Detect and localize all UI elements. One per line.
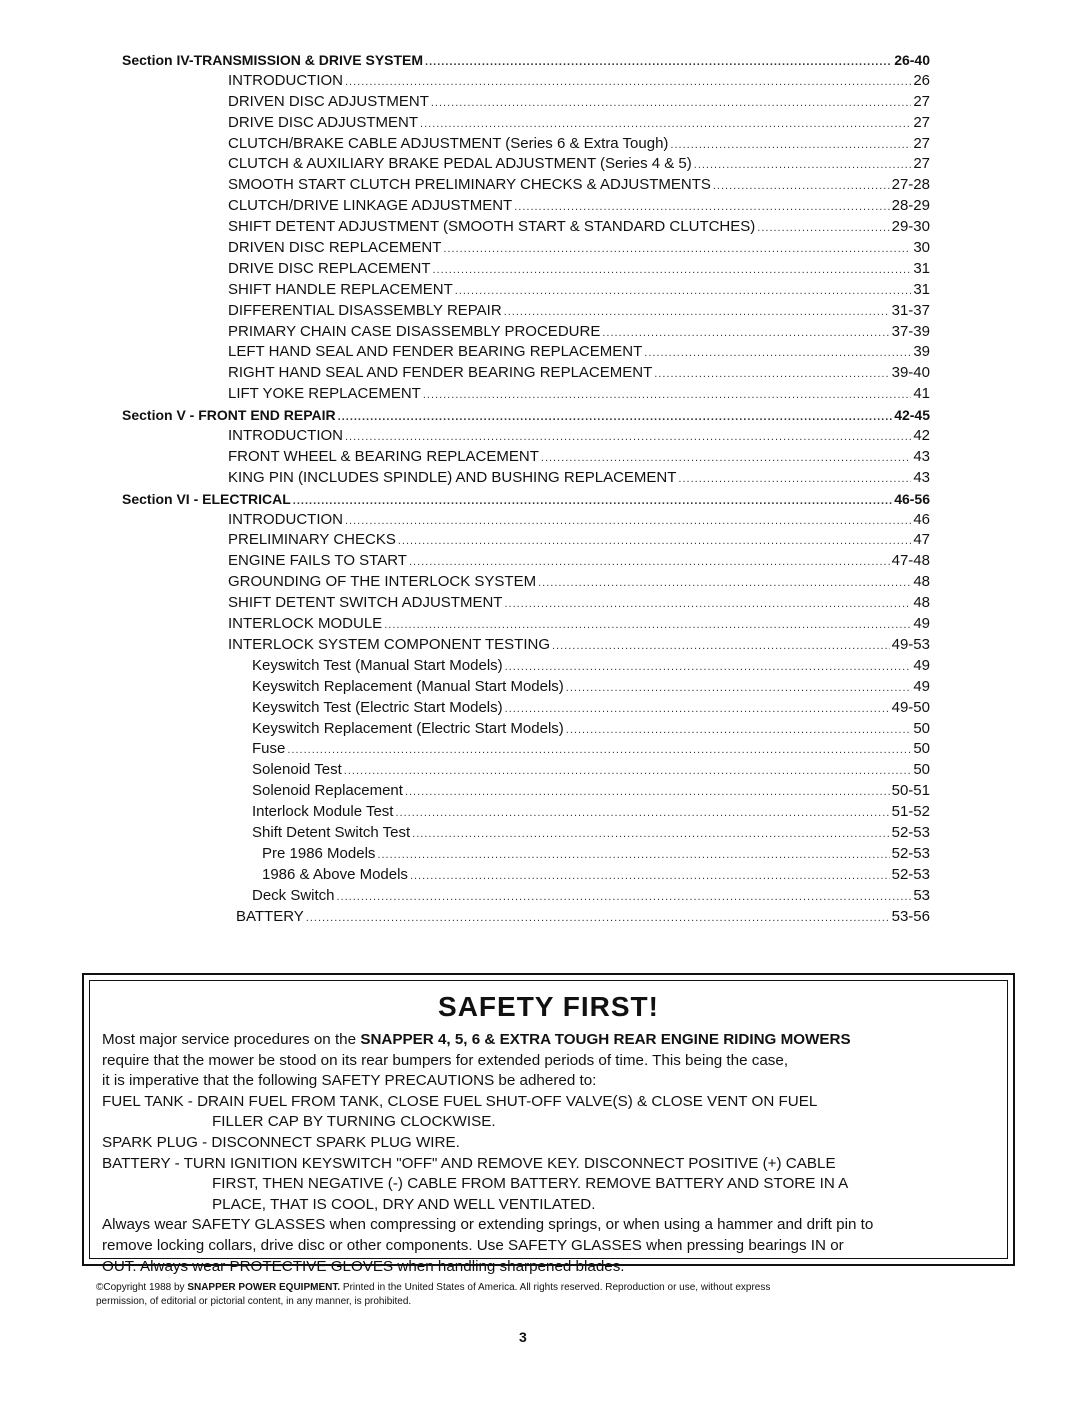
toc-page-number: 50	[913, 740, 930, 758]
toc-label-text: CLUTCH/DRIVE LINKAGE ADJUSTMENT	[228, 197, 513, 215]
toc-entry-row	[0, 719, 930, 740]
toc-label-text: INTERLOCK MODULE	[228, 615, 383, 633]
toc-label	[228, 217, 755, 238]
toc-label	[228, 384, 421, 405]
toc-label	[228, 196, 512, 217]
toc-leader-dots	[384, 615, 911, 636]
safety-battery-2: FIRST, THEN NEGATIVE (-) CABLE FROM BATTERY. REMOVE BATTERY AND STORE IN A	[212, 1175, 849, 1193]
toc-page-number: 50-51	[891, 782, 930, 800]
toc-section-prefix: Section VI -	[122, 490, 203, 507]
toc-page-number: 27	[913, 155, 930, 173]
toc-label	[262, 844, 375, 865]
toc-label-text: Keyswitch Replacement (Electric Start Models)	[252, 719, 564, 737]
toc-leader-dots	[410, 866, 890, 887]
toc-label-text: PRELIMINARY CHECKS	[228, 531, 396, 549]
toc-label-text: CLUTCH/BRAKE CABLE ADJUSTMENT (Series 6 & Extra Tough)	[228, 134, 669, 152]
toc-page-number: 30	[913, 239, 930, 257]
toc-page-number: 42	[913, 427, 930, 445]
safety-battery: BATTERY - TURN IGNITION KEYSWITCH "OFF" AND REMOVE KEY. DISCONNECT POSITIVE (+) CABLE	[102, 1154, 836, 1172]
toc-label-text: DIFFERENTIAL DISASSEMBLY REPAIR	[228, 301, 502, 319]
toc-leader-dots	[713, 176, 890, 197]
toc-leader-dots	[377, 845, 889, 866]
toc-page-number: 39	[913, 343, 930, 361]
toc-entry-row	[0, 259, 930, 280]
toc-label	[228, 447, 539, 468]
toc-label	[228, 551, 407, 572]
toc-leader-dots	[541, 448, 911, 469]
toc-section-row	[0, 405, 930, 426]
toc-label	[228, 426, 343, 447]
toc-label	[228, 363, 652, 384]
toc-label	[228, 322, 600, 343]
toc-leader-dots	[409, 552, 890, 573]
toc-leader-dots	[678, 469, 911, 490]
toc-leader-dots	[455, 281, 912, 302]
toc-label-text: Pre 1986 Models	[262, 844, 376, 862]
toc-leader-dots	[338, 407, 893, 428]
safety-intro-2: require that the mower be stood on its rear bumpers for extended periods of time. This being the case,	[102, 1051, 789, 1069]
toc-label-text: SMOOTH START CLUTCH PRELIMINARY CHECKS & ADJUSTMENTS	[228, 176, 711, 194]
toc-label-text: TRANSMISSION & DRIVE SYSTEM	[193, 52, 424, 68]
copyright-notice	[96, 1281, 996, 1309]
toc-page-number: 46-56	[894, 490, 930, 507]
toc-entry-row	[0, 907, 930, 928]
toc-entry-row	[0, 760, 930, 781]
toc-page-number: 50	[913, 761, 930, 779]
toc-page-number: 26	[913, 71, 930, 89]
toc-entry-row	[0, 447, 930, 468]
toc-entry-row	[0, 113, 930, 134]
toc-label-text: Shift Detent Switch Test	[252, 823, 411, 841]
toc-entry-row	[0, 510, 930, 531]
safety-intro-3: it is imperative that the following SAFETY PRECAUTIONS be adhered to:	[102, 1072, 597, 1090]
toc-page-number: 27	[913, 113, 930, 131]
toc-leader-dots	[538, 573, 911, 594]
toc-label-text: DRIVE DISC REPLACEMENT	[228, 259, 431, 277]
toc-entry-row	[0, 342, 930, 363]
safety-inner-border	[89, 980, 1008, 1275]
toc-entry-row	[0, 363, 930, 384]
toc-leader-dots	[552, 636, 890, 657]
toc-label-text: SHIFT DETENT SWITCH ADJUSTMENT	[228, 594, 503, 612]
toc-entry-row	[0, 886, 930, 907]
toc-label	[228, 92, 429, 113]
toc-label	[122, 50, 423, 71]
toc-page-number: 51-52	[891, 803, 930, 821]
toc-page-number: 27-28	[891, 176, 930, 194]
toc-leader-dots	[293, 491, 892, 512]
toc-leader-dots	[420, 114, 911, 135]
toc-label-text: RIGHT HAND SEAL AND FENDER BEARING REPLACEMENT	[228, 364, 653, 382]
toc-page-number: 49	[913, 677, 930, 695]
toc-label-text: Keyswitch Replacement (Manual Start Models)	[252, 677, 564, 695]
toc-leader-dots	[345, 72, 911, 93]
toc-page-number: 52-53	[891, 823, 930, 841]
toc-leader-dots	[504, 594, 911, 615]
toc-entry-row	[0, 656, 930, 677]
safety-glasses-3: OUT. Always wear PROTECTIVE GLOVES when handling sharpened blades.	[102, 1257, 625, 1275]
toc-page-number: 50	[913, 719, 930, 737]
toc-leader-dots	[405, 782, 890, 803]
toc-leader-dots	[504, 302, 890, 323]
toc-page-number: 31	[913, 280, 930, 298]
toc-label-text: Keyswitch Test (Electric Start Models)	[252, 698, 503, 716]
toc-label-text: INTRODUCTION	[228, 71, 343, 89]
toc-page-number: 53-56	[891, 907, 930, 925]
toc-leader-dots	[345, 511, 911, 532]
toc-page-number: 52-53	[891, 865, 930, 883]
toc-label-text: Keyswitch Test (Manual Start Models)	[252, 656, 503, 674]
toc-label	[122, 489, 291, 510]
toc-entry-row	[0, 530, 930, 551]
safety-text	[102, 1030, 1001, 1277]
toc-label-text: Interlock Module Test	[252, 803, 394, 821]
toc-label-text: DRIVEN DISC REPLACEMENT	[228, 239, 442, 257]
copyright-line-2: permission, of editorial or pictorial content, in any manner, is prohibited.	[96, 1296, 412, 1307]
toc-leader-dots	[398, 531, 911, 552]
toc-leader-dots	[423, 385, 911, 406]
toc-label	[252, 719, 564, 740]
toc-page-number: 49	[913, 656, 930, 674]
toc-page-number: 52-53	[891, 844, 930, 862]
toc-entry-row	[0, 217, 930, 238]
toc-label-text: DRIVE DISC ADJUSTMENT	[228, 113, 419, 131]
safety-fuel-2: FILLER CAP BY TURNING CLOCKWISE.	[212, 1113, 496, 1131]
toc-label-text: INTRODUCTION	[228, 427, 343, 445]
safety-glasses: Always wear SAFETY GLASSES when compressing or extending springs, or when using a hammer and drift pin to	[102, 1216, 874, 1234]
toc-leader-dots	[757, 218, 889, 239]
toc-label-text: Deck Switch	[252, 886, 335, 904]
toc-entry-row	[0, 739, 930, 760]
toc-label-text: LIFT YOKE REPLACEMENT	[228, 385, 421, 403]
toc-entry-row	[0, 865, 930, 886]
toc-entry-row	[0, 844, 930, 865]
toc-entry-row	[0, 301, 930, 322]
toc-label-text: GROUNDING OF THE INTERLOCK SYSTEM	[228, 573, 537, 591]
toc-page-number: 53	[913, 886, 930, 904]
toc-label	[252, 781, 403, 802]
toc-label-text: FRONT WHEEL & BEARING REPLACEMENT	[228, 447, 539, 465]
toc-page-number: 49	[913, 615, 930, 633]
toc-label	[228, 530, 396, 551]
toc-label	[228, 134, 668, 155]
toc-label-text: LEFT HAND SEAL AND FENDER BEARING REPLACEMENT	[228, 343, 643, 361]
toc-leader-dots	[395, 803, 889, 824]
toc-label	[262, 865, 408, 886]
toc-label-text: CLUTCH & AUXILIARY BRAKE PEDAL ADJUSTMENT (Series 4 & 5)	[228, 155, 692, 173]
toc-section-prefix: Section V -	[122, 407, 199, 424]
toc-entry-row	[0, 238, 930, 259]
toc-label	[228, 614, 382, 635]
toc-entry-row	[0, 280, 930, 301]
toc-label-text: BATTERY	[236, 907, 304, 925]
toc-entry-row	[0, 551, 930, 572]
toc-label	[228, 113, 418, 134]
toc-label-text: SHIFT DETENT ADJUSTMENT (SMOOTH START & STANDARD CLUTCHES)	[228, 218, 756, 236]
toc-page-number: 27	[913, 92, 930, 110]
toc-label	[228, 259, 431, 280]
toc-page-number: 29-30	[891, 218, 930, 236]
toc-section-prefix: Section IV-	[122, 52, 194, 68]
toc-page-number: 47	[913, 531, 930, 549]
toc-entry-row	[0, 593, 930, 614]
toc-entry-row	[0, 196, 930, 217]
toc-label	[228, 175, 711, 196]
toc-page-number: 31-37	[891, 301, 930, 319]
toc-leader-dots	[443, 239, 911, 260]
toc-page-number: 49-50	[891, 698, 930, 716]
toc-page-number: 42-45	[894, 407, 930, 424]
toc-entry-row	[0, 322, 930, 343]
toc-page-number: 48	[913, 594, 930, 612]
toc-label-text: ELECTRICAL	[202, 490, 291, 507]
toc-entry-row	[0, 802, 930, 823]
toc-label	[228, 468, 676, 489]
toc-leader-dots	[431, 93, 911, 114]
toc-label-text: Solenoid Replacement	[252, 782, 403, 800]
toc-label	[252, 656, 503, 677]
toc-page-number: 39-40	[891, 364, 930, 382]
toc-leader-dots	[694, 155, 912, 176]
toc-leader-dots	[566, 678, 912, 699]
toc-leader-dots	[306, 908, 890, 929]
toc-label	[252, 823, 410, 844]
safety-title: SAFETY FIRST!	[438, 991, 659, 1022]
page-number: 3	[519, 1329, 527, 1345]
toc-label	[252, 760, 342, 781]
toc-label-text: KING PIN (INCLUDES SPINDLE) AND BUSHING REPLACEMENT	[228, 468, 677, 486]
toc-entry-row	[0, 384, 930, 405]
toc-label	[228, 510, 343, 531]
toc-label	[228, 572, 536, 593]
toc-label	[122, 405, 336, 426]
toc-page-number: 49-53	[891, 635, 930, 653]
toc-label	[236, 907, 304, 928]
toc-label	[228, 280, 453, 301]
toc-page-number: 43	[913, 447, 930, 465]
toc-entry-row	[0, 154, 930, 175]
toc-leader-dots	[670, 135, 911, 156]
toc-label	[252, 677, 564, 698]
toc-entry-row	[0, 614, 930, 635]
toc-leader-dots	[287, 740, 911, 761]
toc-entry-row	[0, 468, 930, 489]
toc-label	[252, 698, 503, 719]
toc-leader-dots	[412, 824, 889, 845]
toc-leader-dots	[654, 364, 889, 385]
toc-leader-dots	[337, 887, 912, 908]
table-of-contents	[0, 50, 1080, 927]
toc-leader-dots	[344, 761, 912, 782]
toc-label	[228, 301, 502, 322]
toc-page-number: 43	[913, 468, 930, 486]
toc-entry-row	[0, 677, 930, 698]
toc-label	[228, 593, 502, 614]
toc-label	[228, 342, 642, 363]
toc-label-text: INTRODUCTION	[228, 510, 343, 528]
toc-label-text: DRIVEN DISC ADJUSTMENT	[228, 92, 429, 110]
copyright-line-1: ©Copyright 1988 by SNAPPER POWER EQUIPMENT. Printed in the United States of America. All rights reserved. Reproduction or use, without express	[96, 1282, 771, 1293]
toc-entry-row	[0, 635, 930, 656]
toc-label	[252, 886, 335, 907]
safety-battery-3: PLACE, THAT IS COOL, DRY AND WELL VENTILATED.	[212, 1195, 596, 1213]
toc-page-number: 26-40	[894, 52, 930, 68]
safety-first-box	[82, 973, 1015, 1275]
toc-leader-dots	[425, 52, 892, 73]
toc-label-text: Fuse	[252, 740, 286, 758]
toc-page-number: 37-39	[891, 322, 930, 340]
toc-label	[228, 238, 441, 259]
toc-label-text: ENGINE FAILS TO START	[228, 552, 407, 570]
toc-leader-dots	[345, 427, 911, 448]
toc-label-text: Solenoid Test	[252, 761, 342, 779]
toc-entry-row	[0, 823, 930, 844]
toc-label-text: FRONT END REPAIR	[198, 407, 336, 424]
safety-intro: Most major service procedures on the SNAPPER 4, 5, 6 & EXTRA TOUGH REAR ENGINE RIDING MOWERS	[102, 1031, 851, 1048]
toc-leader-dots	[602, 323, 889, 344]
toc-entry-row	[0, 781, 930, 802]
toc-page-number: 41	[913, 385, 930, 403]
toc-section-row	[0, 489, 930, 510]
toc-page-number: 31	[913, 259, 930, 277]
toc-entry-row	[0, 572, 930, 593]
toc-page-number: 46	[913, 510, 930, 528]
toc-page-number: 28-29	[891, 197, 930, 215]
safety-fuel: FUEL TANK - DRAIN FUEL FROM TANK, CLOSE FUEL SHUT-OFF VALVE(S) & CLOSE VENT ON FUEL	[102, 1092, 818, 1110]
toc-page-number: 27	[913, 134, 930, 152]
toc-leader-dots	[514, 197, 889, 218]
toc-section-row	[0, 50, 930, 71]
toc-leader-dots	[433, 260, 912, 281]
toc-label	[228, 71, 343, 92]
toc-entry-row	[0, 134, 930, 155]
safety-spark: SPARK PLUG - DISCONNECT SPARK PLUG WIRE.	[102, 1133, 460, 1151]
safety-glasses-2: remove locking collars, drive disc or other components. Use SAFETY GLASSES when pressing bearings IN or	[102, 1236, 844, 1254]
toc-page-number: 47-48	[891, 552, 930, 570]
toc-label	[228, 154, 692, 175]
toc-page-number: 48	[913, 573, 930, 591]
toc-leader-dots	[566, 720, 912, 741]
toc-entry-row	[0, 92, 930, 113]
toc-entry-row	[0, 426, 930, 447]
toc-leader-dots	[505, 699, 890, 720]
toc-label-text: 1986 & Above Models	[262, 865, 408, 883]
toc-leader-dots	[505, 657, 912, 678]
toc-leader-dots	[644, 343, 911, 364]
toc-label-text: INTERLOCK SYSTEM COMPONENT TESTING	[228, 635, 550, 653]
toc-entry-row	[0, 175, 930, 196]
toc-label-text: PRIMARY CHAIN CASE DISASSEMBLY PROCEDURE	[228, 322, 601, 340]
toc-label	[228, 635, 550, 656]
toc-label	[252, 739, 285, 760]
toc-label	[252, 802, 393, 823]
toc-entry-row	[0, 71, 930, 92]
toc-label-text: SHIFT HANDLE REPLACEMENT	[228, 280, 453, 298]
toc-entry-row	[0, 698, 930, 719]
